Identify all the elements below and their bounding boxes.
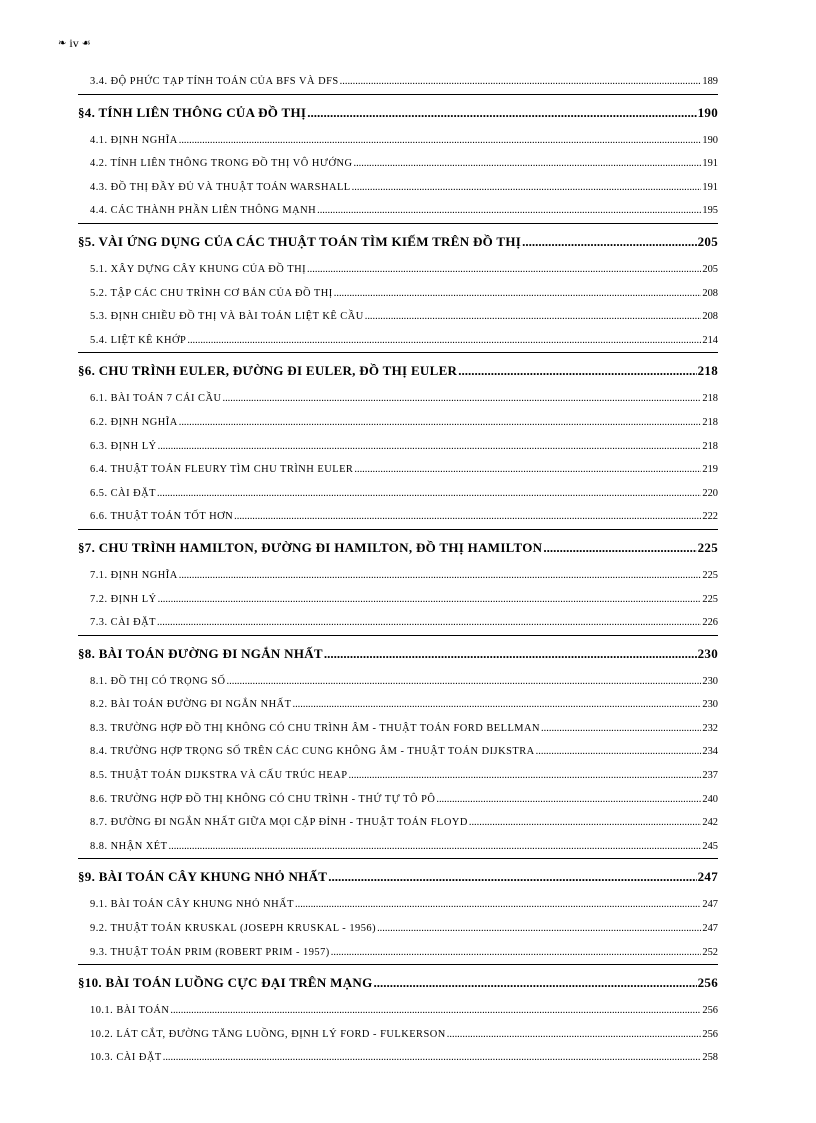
toc-subsection-entry[interactable] bbox=[78, 1023, 718, 1047]
toc-entry-page: 205 bbox=[702, 263, 718, 275]
toc-subsection-entry[interactable] bbox=[78, 1046, 718, 1070]
toc-entry-page: 195 bbox=[702, 205, 718, 217]
toc-entry-title: §5. VÀI ỨNG DỤNG CỦA CÁC THUẬT TOÁN TÌM KIẾM TRÊN ĐỒ THỊ bbox=[78, 233, 522, 249]
dot-leader bbox=[436, 788, 701, 812]
toc-subsection-entry[interactable] bbox=[78, 811, 718, 835]
toc-entry-title: 5.4. LIỆT KÊ KHỚP bbox=[90, 334, 187, 346]
toc-entry-title: 8.1. ĐỒ THỊ CÓ TRỌNG SỐ bbox=[90, 675, 226, 687]
toc-entry-title: 8.8. NHẬN XÉT bbox=[90, 840, 168, 852]
toc-section-entry[interactable] bbox=[78, 635, 718, 670]
toc-entry-page: 219 bbox=[702, 464, 718, 476]
dot-leader bbox=[541, 717, 701, 741]
dot-leader bbox=[295, 893, 701, 917]
dot-leader bbox=[292, 693, 701, 717]
toc-subsection-entry[interactable] bbox=[78, 505, 718, 529]
toc-subsection-entry[interactable] bbox=[78, 329, 718, 353]
toc-entry-title: 6.3. ĐỊNH LÝ bbox=[90, 440, 157, 452]
toc-entry-page: 230 bbox=[697, 645, 718, 661]
toc-entry-page: 214 bbox=[702, 334, 718, 346]
dot-leader bbox=[349, 764, 702, 788]
dot-leader bbox=[334, 282, 702, 306]
toc-entry-title: 4.3. ĐỒ THỊ ĐẦY ĐỦ VÀ THUẬT TOÁN WARSHALL bbox=[90, 181, 351, 193]
toc-entry-title: §10. BÀI TOÁN LUỒNG CỰC ĐẠI TRÊN MẠNG bbox=[78, 975, 373, 991]
toc-subsection-entry[interactable] bbox=[78, 999, 718, 1023]
dot-leader bbox=[522, 224, 696, 258]
toc-subsection-entry[interactable] bbox=[78, 941, 718, 965]
toc-entry-title: 5.2. TẬP CÁC CHU TRÌNH CƠ BẢN CỦA ĐỒ THỊ bbox=[90, 287, 333, 299]
toc-entry-page: 225 bbox=[702, 569, 718, 581]
toc-entry-title: 9.3. THUẬT TOÁN PRIM (ROBERT PRIM - 1957) bbox=[90, 946, 330, 958]
dot-leader bbox=[353, 152, 701, 176]
toc-entry-page: 189 bbox=[702, 76, 718, 87]
dot-leader bbox=[158, 435, 702, 459]
toc-subsection-entry[interactable] bbox=[78, 835, 718, 859]
toc-entry-page: 225 bbox=[702, 593, 718, 605]
dot-leader bbox=[222, 387, 701, 411]
toc-entry-page: 247 bbox=[697, 869, 718, 885]
toc-entry-page: 218 bbox=[702, 393, 718, 405]
toc-section-entry[interactable] bbox=[78, 94, 718, 129]
toc-entry-page: 191 bbox=[702, 181, 718, 193]
toc-entry-title: 10.3. CÀI ĐẶT bbox=[90, 1052, 162, 1064]
toc-subsection-entry[interactable] bbox=[78, 740, 718, 764]
toc-entry-title: 8.4. TRƯỜNG HỢP TRỌNG SỐ TRÊN CÁC CUNG KHÔNG ÂM - THUẬT TOÁN DIJKSTRA bbox=[90, 746, 535, 758]
toc-entry-page: 205 bbox=[697, 233, 718, 249]
dot-leader bbox=[458, 353, 696, 387]
dot-leader bbox=[187, 329, 701, 353]
toc-entry-page: 190 bbox=[697, 104, 718, 120]
toc-entry-title: §4. TÍNH LIÊN THÔNG CỦA ĐỒ THỊ bbox=[78, 104, 307, 120]
toc-entry-page: 208 bbox=[702, 311, 718, 323]
dot-leader bbox=[340, 70, 702, 94]
toc-entry-title: 6.5. CÀI ĐẶT bbox=[90, 487, 157, 499]
table-of-contents bbox=[78, 70, 718, 1070]
toc-subsection-entry[interactable] bbox=[78, 717, 718, 741]
toc-subsection-entry[interactable] bbox=[78, 411, 718, 435]
toc-subsection-entry[interactable] bbox=[78, 893, 718, 917]
toc-entry-page: 232 bbox=[702, 722, 718, 734]
toc-entry-title: 8.5. THUẬT TOÁN DIJKSTRA VÀ CẤU TRÚC HEAP bbox=[90, 770, 348, 782]
toc-entry-page: 256 bbox=[702, 1005, 718, 1017]
dot-leader bbox=[373, 965, 696, 999]
dot-leader bbox=[331, 941, 702, 965]
dot-leader bbox=[227, 670, 702, 694]
page-number: iv bbox=[69, 36, 79, 50]
toc-entry-page: 247 bbox=[702, 899, 718, 911]
left-ornament-icon: ❧ bbox=[58, 37, 67, 49]
dot-leader bbox=[317, 199, 701, 223]
dot-leader bbox=[447, 1023, 702, 1047]
toc-entry-title: §9. BÀI TOÁN CÂY KHUNG NHỎ NHẤT bbox=[78, 869, 328, 885]
toc-entry-title: 9.2. THUẬT TOÁN KRUSKAL (JOSEPH KRUSKAL - 1956) bbox=[90, 923, 377, 935]
dot-leader bbox=[157, 482, 701, 506]
toc-subsection-entry[interactable] bbox=[78, 199, 718, 223]
toc-section-entry[interactable] bbox=[78, 858, 718, 893]
toc-entry-page: 191 bbox=[702, 158, 718, 170]
toc-entry-title: 3.4. ĐỘ PHỨC TẠP TÍNH TOÁN CỦA BFS VÀ DFS bbox=[90, 76, 339, 87]
dot-leader bbox=[179, 564, 702, 588]
toc-entry-title: 4.2. TÍNH LIÊN THÔNG TRONG ĐỒ THỊ VÔ HƯỚNG bbox=[90, 158, 353, 170]
toc-subsection-entry[interactable] bbox=[78, 482, 718, 506]
toc-section-entry[interactable] bbox=[78, 223, 718, 258]
toc-entry-title: 7.3. CÀI ĐẶT bbox=[90, 617, 157, 629]
toc-entry-title: 8.2. BÀI TOÁN ĐƯỜNG ĐI NGẮN NHẤT bbox=[90, 699, 292, 711]
dot-leader bbox=[352, 176, 702, 200]
toc-entry-page: 230 bbox=[702, 675, 718, 687]
toc-entry-page: 258 bbox=[702, 1052, 718, 1064]
toc-subsection-entry[interactable] bbox=[78, 305, 718, 329]
toc-entry-page: 234 bbox=[702, 746, 718, 758]
toc-entry-title: §6. CHU TRÌNH EULER, ĐƯỜNG ĐI EULER, ĐỒ THỊ EULER bbox=[78, 363, 458, 379]
toc-subsection-entry[interactable] bbox=[78, 588, 718, 612]
toc-entry-page: 252 bbox=[702, 946, 718, 958]
toc-subsection-entry[interactable] bbox=[78, 176, 718, 200]
toc-subsection-entry[interactable] bbox=[78, 693, 718, 717]
dot-leader bbox=[179, 129, 702, 153]
toc-entry-title: 4.1. ĐỊNH NGHĨA bbox=[90, 134, 178, 146]
toc-entry-title: §8. BÀI TOÁN ĐƯỜNG ĐI NGẮN NHẤT bbox=[78, 645, 323, 661]
toc-entry-page: 222 bbox=[702, 511, 718, 523]
dot-leader bbox=[469, 811, 702, 835]
toc-entry-title: 8.3. TRƯỜNG HỢP ĐỒ THỊ KHÔNG CÓ CHU TRÌNH ÂM - THUẬT TOÁN FORD BELLMAN bbox=[90, 722, 541, 734]
toc-entry-title: 8.6. TRƯỜNG HỢP ĐỒ THỊ KHÔNG CÓ CHU TRÌNH - THỨ TỰ TÔ PÔ bbox=[90, 793, 436, 805]
toc-subsection-entry[interactable] bbox=[78, 70, 718, 94]
dot-leader bbox=[158, 588, 702, 612]
toc-entry-page: 218 bbox=[702, 440, 718, 452]
toc-entry-page: 242 bbox=[702, 817, 718, 829]
toc-subsection-entry[interactable] bbox=[78, 258, 718, 282]
dot-leader bbox=[543, 530, 696, 564]
dot-leader bbox=[324, 636, 697, 670]
dot-leader bbox=[234, 505, 701, 529]
toc-subsection-entry[interactable] bbox=[78, 435, 718, 459]
toc-subsection-entry[interactable] bbox=[78, 458, 718, 482]
dot-leader bbox=[179, 411, 702, 435]
toc-entry-title: 5.1. XÂY DỰNG CÂY KHUNG CỦA ĐỒ THỊ bbox=[90, 263, 307, 275]
toc-entry-page: 218 bbox=[702, 416, 718, 428]
toc-section-entry[interactable] bbox=[78, 964, 718, 999]
dot-leader bbox=[377, 917, 701, 941]
toc-subsection-entry[interactable] bbox=[78, 788, 718, 812]
toc-subsection-entry[interactable] bbox=[78, 387, 718, 411]
toc-entry-page: 240 bbox=[702, 793, 718, 805]
toc-section-entry[interactable] bbox=[78, 352, 718, 387]
right-ornament-icon: ☙ bbox=[81, 37, 91, 49]
toc-entry-title: 10.2. LÁT CẮT, ĐƯỜNG TĂNG LUỒNG, ĐỊNH LÝ FORD - FULKERSON bbox=[90, 1028, 446, 1040]
toc-entry-title: §7. CHU TRÌNH HAMILTON, ĐƯỜNG ĐI HAMILTON, ĐỒ THỊ HAMILTON bbox=[78, 539, 543, 555]
toc-entry-page: 190 bbox=[702, 134, 718, 146]
toc-entry-page: 218 bbox=[697, 363, 718, 379]
toc-subsection-entry[interactable] bbox=[78, 764, 718, 788]
toc-entry-title: 6.1. BÀI TOÁN 7 CÁI CẦU bbox=[90, 393, 222, 405]
toc-entry-title: 6.2. ĐỊNH NGHĨA bbox=[90, 416, 178, 428]
toc-entry-title: 7.2. ĐỊNH LÝ bbox=[90, 593, 157, 605]
page-header bbox=[58, 36, 91, 51]
dot-leader bbox=[328, 859, 696, 893]
toc-entry-page: 245 bbox=[702, 840, 718, 852]
toc-entry-title: 5.3. ĐỊNH CHIỀU ĐỒ THỊ VÀ BÀI TOÁN LIỆT KÊ CẦU bbox=[90, 311, 364, 323]
dot-leader bbox=[163, 1046, 702, 1070]
toc-subsection-entry[interactable] bbox=[78, 564, 718, 588]
dot-leader bbox=[354, 458, 701, 482]
toc-subsection-entry[interactable] bbox=[78, 611, 718, 635]
dot-leader bbox=[536, 740, 702, 764]
dot-leader bbox=[307, 258, 701, 282]
toc-entry-page: 226 bbox=[702, 617, 718, 629]
dot-leader bbox=[307, 95, 696, 129]
dot-leader bbox=[365, 305, 702, 329]
toc-subsection-entry[interactable] bbox=[78, 670, 718, 694]
toc-subsection-entry[interactable] bbox=[78, 282, 718, 306]
toc-entry-title: 9.1. BÀI TOÁN CÂY KHUNG NHỎ NHẤT bbox=[90, 899, 294, 911]
toc-entry-page: 220 bbox=[702, 487, 718, 499]
toc-entry-page: 256 bbox=[697, 975, 718, 991]
toc-entry-page: 208 bbox=[702, 287, 718, 299]
toc-subsection-entry[interactable] bbox=[78, 129, 718, 153]
toc-entry-title: 6.4. THUẬT TOÁN FLEURY TÌM CHU TRÌNH EULER bbox=[90, 464, 354, 476]
toc-subsection-entry[interactable] bbox=[78, 917, 718, 941]
toc-subsection-entry[interactable] bbox=[78, 152, 718, 176]
toc-entry-page: 237 bbox=[702, 770, 718, 782]
dot-leader bbox=[169, 835, 702, 859]
toc-entry-title: 6.6. THUẬT TOÁN TỐT HƠN bbox=[90, 511, 234, 523]
dot-leader bbox=[170, 999, 701, 1023]
toc-entry-title: 8.7. ĐƯỜNG ĐI NGẮN NHẤT GIỮA MỌI CẶP ĐỈNH - THUẬT TOÁN FLOYD bbox=[90, 817, 468, 829]
toc-section-entry[interactable] bbox=[78, 529, 718, 564]
toc-entry-page: 247 bbox=[702, 923, 718, 935]
toc-entry-page: 230 bbox=[702, 699, 718, 711]
toc-entry-title: 4.4. CÁC THÀNH PHẦN LIÊN THÔNG MẠNH bbox=[90, 205, 317, 217]
dot-leader bbox=[157, 611, 701, 635]
toc-entry-title: 7.1. ĐỊNH NGHĨA bbox=[90, 569, 178, 581]
toc-entry-page: 225 bbox=[697, 539, 718, 555]
toc-entry-title: 10.1. BÀI TOÁN bbox=[90, 1005, 170, 1017]
toc-entry-page: 256 bbox=[702, 1028, 718, 1040]
